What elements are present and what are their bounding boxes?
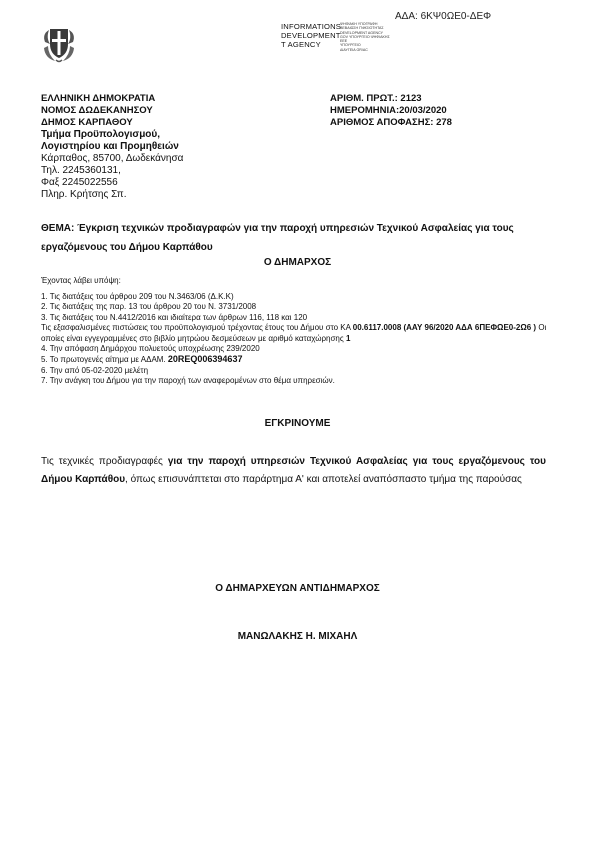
mayor-heading: Ο ΔΗΜΑΡΧΟΣ (263, 257, 332, 268)
considered-label: Έχοντας λάβει υπόψη: (41, 276, 121, 285)
ada-code: ΑΔΑ: 6ΚΨ0ΩΕ0-ΔΕΦ (395, 11, 492, 22)
registry-number: 1 (345, 333, 351, 343)
list-item (41, 354, 561, 365)
considerations-list (41, 292, 561, 387)
approve-heading: ΕΓΚΡΙΝΟΥΜΕ (264, 418, 331, 429)
protocol-date: ΗΜΕΡΟΜΗΝΙΑ:20/03/2020 (330, 105, 447, 116)
issuer-line: Πληρ. Κρήτσης Σπ. (41, 189, 127, 200)
logo-small-line: ΨΗΦΙΑΚΗ ΥΠΟΓΡΑΦΗ (340, 22, 378, 26)
credit-text: Τις εξασφαλισμένες πιστώσεις του προϋπολογισμού τρέχοντας έτους του Δήμου στο ΚΑ (41, 323, 353, 333)
subject-text: Έγκριση τεχνικών προδιαγραφών για την παροχή υπηρεσιών Τεχνικού Ασφαλείας για τους εργαζόμενους του Δήμου Καρπάθου (41, 223, 514, 253)
logo-small-line: GOV ΥΠΟΥΡΓΕΙΟ ΨΗΦΙΑΚΗΣ (340, 34, 390, 39)
issuer-line: Τμήμα Προϋπολογισμού, (41, 129, 161, 140)
issuer-line: ΔΗΜΟΣ ΚΑΡΠΑΘΟΥ (41, 117, 133, 128)
signatory-name: ΜΑΝΩΛΑΚΗΣ Η. ΜΙΧΑΗΛ (237, 631, 358, 642)
issuer-line: Τηλ. 2245360131, (41, 165, 121, 176)
issuer-line: Κάρπαθος, 85700, Δωδεκάνησα (41, 153, 184, 164)
logo-small-line: ΥΠΟΥΡΓΕΙΟ (340, 43, 361, 48)
list-item: 3. Τις διατάξεις του Ν.4412/2016 και ιδιαίτερα των άρθρων 116, 118 και 120 (41, 312, 308, 322)
list-item: 7. Την ανάγκη του Δήμου για την παροχή των αναφερομένων στο θέμα υπηρεσιών. (41, 376, 335, 386)
issuer-block (41, 93, 183, 201)
logo-small-line: ΕΕΕ (340, 39, 348, 44)
body-text: Τις τεχνικές προδιαγραφές (41, 456, 168, 467)
logo-small-line: ΒΕΒΑΙΩΣΗ ΓΝΗΣΙΟΤΗΤΑΣ (340, 26, 384, 31)
logo-line: DEVELOPMENT (281, 31, 341, 40)
adam-code: 20REQ006394637 (167, 354, 243, 365)
logo-small-line: ΔΙΑΥΓΕΙΑ GR/AC (340, 47, 368, 52)
list-item: 6. Την από 05-02-2020 μελέτη (41, 365, 149, 375)
protocol-number: ΑΡΙΘΜ. ΠΡΩΤ.: 2123 (330, 93, 422, 104)
decision-number: ΑΡΙΘΜΟΣ ΑΠΟΦΑΣΗΣ: 278 (330, 117, 452, 128)
protocol-block (330, 93, 452, 129)
list-item: 1. Τις διατάξεις του άρθρου 209 του Ν.3463/06 (Δ.Κ.Κ) (41, 292, 234, 301)
subject-label: ΘΕΜΑ: (41, 223, 75, 234)
issuer-line: ΝΟΜΟΣ ΔΩΔΕΚΑΝΗΣΟΥ (41, 105, 153, 116)
list-item-credit (41, 323, 561, 344)
logo-line: T AGENCY (281, 40, 321, 49)
issuer-line: Φαξ 2245022556 (41, 177, 118, 188)
logo-line: INFORMATIONS (281, 22, 342, 31)
issuer-line: ΕΛΛΗΝΙΚΗ ΔΗΜΟΚΡΑΤΙΑ (41, 93, 156, 104)
signatory-role: Ο ΔΗΜΑΡΧΕΥΩΝ ΑΝΤΙΔΗΜΑΡΧΟΣ (215, 583, 380, 594)
request-text: 5. Το πρωτογενές αίτημα με ΑΔΑΜ. (41, 355, 168, 365)
list-item: 4. Την απόφαση Δημάρχου πολυετούς υποχρέωσης 239/2020 (41, 344, 260, 354)
informations-development-logo (281, 22, 341, 49)
credit-code: 00.6117.0008 (ΑΑΥ 96/2020 ΑΔΑ 6ΠΕΦΩΕ0-2Ω6 ) (352, 323, 537, 333)
body-text-post: , όπως επισυνάπτεται στο παράρτημα Α' και αποτελεί αναπόσπαστο τμήμα της παρούσας (125, 474, 522, 485)
subject (41, 219, 561, 257)
credit-text-post: Οι οποίες είναι εγγεγραμμένες στο βιβλίο μητρώου δεσμεύσεων με αριθμό καταχώρησης (41, 323, 547, 343)
greek-coat-of-arms-icon (41, 24, 77, 64)
logo-small-line: DEVELOPMENT AGENCY (340, 30, 384, 35)
logo-small-text (340, 22, 390, 52)
list-item: 2. Τις διατάξεις της παρ. 13 του άρθρου 20 του Ν. 3731/2008 (41, 302, 257, 312)
body-bold-text: για την παροχή υπηρεσιών Τεχνικού Ασφαλείας για τους εργαζόμενους του Δήμου Καρπάθου (41, 456, 546, 485)
issuer-line: Λογιστηρίου και Προμηθειών (41, 141, 179, 152)
decision-body (41, 453, 546, 489)
